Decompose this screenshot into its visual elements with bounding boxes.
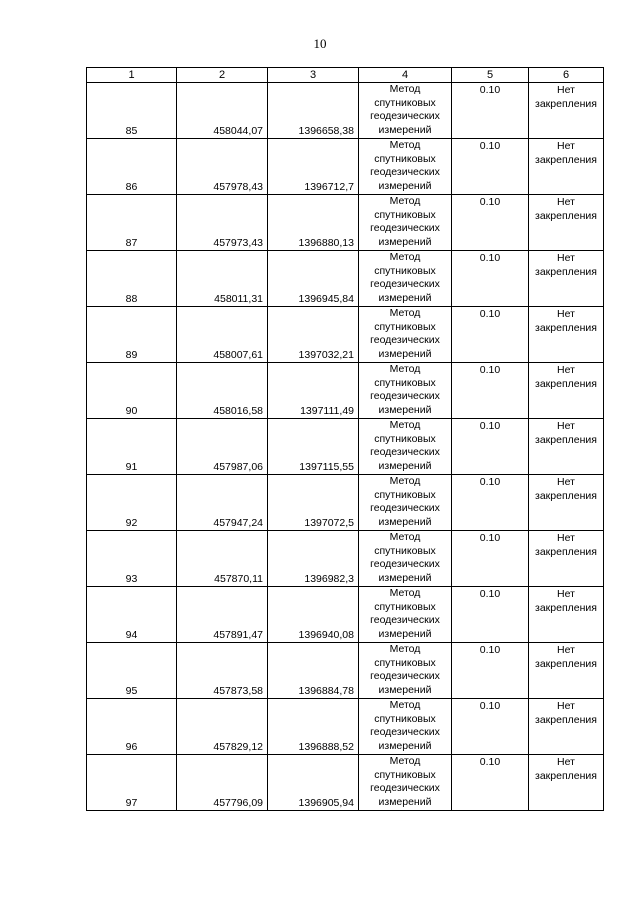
method-text-line: спутниковых — [374, 544, 436, 557]
column-header-3: 3 — [268, 68, 359, 83]
method-text-line: геодезических — [370, 334, 440, 347]
table-row — [87, 755, 604, 811]
fixing-text-line: закрепления — [535, 545, 597, 558]
point-number-cell: 87 — [87, 195, 177, 251]
method-cell — [359, 307, 452, 363]
y-coordinate-cell: 1396712,7 — [268, 139, 359, 195]
method-text-line: спутниковых — [374, 376, 436, 389]
y-coordinate-cell: 1396945,84 — [268, 251, 359, 307]
method-text-line: Метод — [389, 699, 421, 711]
x-coordinate-cell: 458011,31 — [177, 251, 268, 307]
table-row — [87, 531, 604, 587]
fixing-text-line: Нет — [557, 700, 575, 712]
y-coordinate-cell: 1396880,13 — [268, 195, 359, 251]
method-cell — [359, 587, 452, 643]
method-text-line: измерений — [378, 459, 432, 472]
page-number: 10 — [313, 36, 327, 51]
fixing-text-line: закрепления — [535, 657, 597, 670]
method-text-line: спутниковых — [374, 768, 436, 781]
fixing-text-line: Нет — [557, 140, 575, 152]
fixing-cell — [529, 531, 604, 587]
fixing-text-line: Нет — [557, 196, 575, 208]
x-coordinate-cell: 457947,24 — [177, 475, 268, 531]
point-number-cell: 86 — [87, 139, 177, 195]
method-text-line: измерений — [378, 403, 432, 416]
method-text-line: спутниковых — [374, 264, 436, 277]
fixing-cell — [529, 587, 604, 643]
method-cell — [359, 251, 452, 307]
fixing-text-line: Нет — [557, 420, 575, 432]
column-header-1: 1 — [87, 68, 177, 83]
method-cell — [359, 195, 452, 251]
method-text-line: геодезических — [370, 782, 440, 795]
method-text-line: Метод — [389, 195, 421, 207]
y-coordinate-cell: 1396658,38 — [268, 83, 359, 139]
y-coordinate-cell: 1396884,78 — [268, 643, 359, 699]
method-text-line: геодезических — [370, 614, 440, 627]
method-cell — [359, 531, 452, 587]
accuracy-cell: 0.10 — [452, 419, 529, 475]
fixing-text-line: Нет — [557, 756, 575, 768]
table-row — [87, 139, 604, 195]
method-cell — [359, 363, 452, 419]
fixing-text-line: закрепления — [535, 601, 597, 614]
method-text-line: измерений — [378, 179, 432, 192]
table-row — [87, 195, 604, 251]
x-coordinate-cell: 458044,07 — [177, 83, 268, 139]
y-coordinate-cell: 1396982,3 — [268, 531, 359, 587]
x-coordinate-cell: 458016,58 — [177, 363, 268, 419]
accuracy-cell: 0.10 — [452, 531, 529, 587]
x-coordinate-cell: 457873,58 — [177, 643, 268, 699]
point-number-cell: 90 — [87, 363, 177, 419]
x-coordinate-cell: 457796,09 — [177, 755, 268, 811]
method-cell — [359, 643, 452, 699]
method-text-line: Метод — [389, 251, 421, 263]
x-coordinate-cell: 457987,06 — [177, 419, 268, 475]
fixing-text-line: закрепления — [535, 209, 597, 222]
accuracy-cell: 0.10 — [452, 195, 529, 251]
method-text-line: измерений — [378, 683, 432, 696]
method-text-line: геодезических — [370, 670, 440, 683]
fixing-text-line: закрепления — [535, 265, 597, 278]
method-text-line: измерений — [378, 123, 432, 136]
accuracy-cell: 0.10 — [452, 587, 529, 643]
method-text-line: спутниковых — [374, 208, 436, 221]
point-number-cell: 92 — [87, 475, 177, 531]
table-row — [87, 643, 604, 699]
fixing-cell — [529, 83, 604, 139]
fixing-text-line: закрепления — [535, 97, 597, 110]
table-body — [87, 83, 604, 811]
point-number-cell: 97 — [87, 755, 177, 811]
point-number-cell: 93 — [87, 531, 177, 587]
fixing-cell — [529, 251, 604, 307]
y-coordinate-cell: 1397032,21 — [268, 307, 359, 363]
point-number-cell: 94 — [87, 587, 177, 643]
method-text-line: спутниковых — [374, 432, 436, 445]
fixing-text-line: Нет — [557, 644, 575, 656]
x-coordinate-cell: 457870,11 — [177, 531, 268, 587]
point-number-cell: 85 — [87, 83, 177, 139]
method-text-line: измерений — [378, 291, 432, 304]
column-header-6: 6 — [529, 68, 604, 83]
method-text-line: геодезических — [370, 166, 440, 179]
method-text-line: Метод — [389, 307, 421, 319]
accuracy-cell: 0.10 — [452, 139, 529, 195]
x-coordinate-cell: 457829,12 — [177, 699, 268, 755]
method-text-line: спутниковых — [374, 152, 436, 165]
fixing-cell — [529, 755, 604, 811]
method-cell — [359, 419, 452, 475]
method-text-line: измерений — [378, 515, 432, 528]
fixing-text-line: Нет — [557, 532, 575, 544]
fixing-cell — [529, 307, 604, 363]
method-text-line: Метод — [389, 139, 421, 151]
table-row — [87, 363, 604, 419]
table-row — [87, 83, 604, 139]
fixing-text-line: Нет — [557, 588, 575, 600]
fixing-cell — [529, 475, 604, 531]
point-number-cell: 89 — [87, 307, 177, 363]
y-coordinate-cell: 1397072,5 — [268, 475, 359, 531]
accuracy-cell: 0.10 — [452, 643, 529, 699]
method-text-line: измерений — [378, 739, 432, 752]
method-text-line: геодезических — [370, 278, 440, 291]
x-coordinate-cell: 457973,43 — [177, 195, 268, 251]
method-text-line: измерений — [378, 347, 432, 360]
fixing-cell — [529, 139, 604, 195]
method-text-line: Метод — [389, 363, 421, 375]
method-text-line: геодезических — [370, 390, 440, 403]
fixing-text-line: закрепления — [535, 489, 597, 502]
column-header-5: 5 — [452, 68, 529, 83]
x-coordinate-cell: 458007,61 — [177, 307, 268, 363]
method-text-line: геодезических — [370, 502, 440, 515]
point-number-cell: 96 — [87, 699, 177, 755]
y-coordinate-cell: 1396905,94 — [268, 755, 359, 811]
x-coordinate-cell: 457891,47 — [177, 587, 268, 643]
fixing-text-line: Нет — [557, 252, 575, 264]
table-row — [87, 419, 604, 475]
method-text-line: измерений — [378, 795, 432, 808]
method-text-line: спутниковых — [374, 712, 436, 725]
fixing-text-line: Нет — [557, 364, 575, 376]
fixing-text-line: закрепления — [535, 153, 597, 166]
y-coordinate-cell: 1397115,55 — [268, 419, 359, 475]
method-cell — [359, 699, 452, 755]
accuracy-cell: 0.10 — [452, 363, 529, 419]
accuracy-cell: 0.10 — [452, 475, 529, 531]
fixing-text-line: Нет — [557, 84, 575, 96]
table-row — [87, 307, 604, 363]
accuracy-cell: 0.10 — [452, 83, 529, 139]
method-text-line: Метод — [389, 643, 421, 655]
method-text-line: спутниковых — [374, 600, 436, 613]
method-text-line: Метод — [389, 531, 421, 543]
method-text-line: геодезических — [370, 726, 440, 739]
table-row — [87, 251, 604, 307]
method-text-line: Метод — [389, 755, 421, 767]
x-coordinate-cell: 457978,43 — [177, 139, 268, 195]
table-row — [87, 475, 604, 531]
fixing-cell — [529, 195, 604, 251]
method-text-line: спутниковых — [374, 320, 436, 333]
fixing-text-line: закрепления — [535, 321, 597, 334]
method-text-line: геодезических — [370, 446, 440, 459]
method-text-line: спутниковых — [374, 96, 436, 109]
method-text-line: измерений — [378, 235, 432, 248]
method-text-line: Метод — [389, 419, 421, 431]
fixing-text-line: Нет — [557, 308, 575, 320]
method-text-line: геодезических — [370, 222, 440, 235]
fixing-cell — [529, 419, 604, 475]
accuracy-cell: 0.10 — [452, 699, 529, 755]
fixing-cell — [529, 363, 604, 419]
method-cell — [359, 83, 452, 139]
y-coordinate-cell: 1396888,52 — [268, 699, 359, 755]
method-text-line: спутниковых — [374, 488, 436, 501]
fixing-text-line: закрепления — [535, 769, 597, 782]
fixing-text-line: закрепления — [535, 377, 597, 390]
method-text-line: Метод — [389, 475, 421, 487]
y-coordinate-cell: 1397111,49 — [268, 363, 359, 419]
fixing-text-line: закрепления — [535, 433, 597, 446]
column-header-4: 4 — [359, 68, 452, 83]
fixing-cell — [529, 699, 604, 755]
method-text-line: Метод — [389, 83, 421, 95]
method-text-line: Метод — [389, 587, 421, 599]
accuracy-cell: 0.10 — [452, 307, 529, 363]
method-text-line: геодезических — [370, 558, 440, 571]
method-cell — [359, 475, 452, 531]
accuracy-cell: 0.10 — [452, 755, 529, 811]
method-cell — [359, 755, 452, 811]
y-coordinate-cell: 1396940,08 — [268, 587, 359, 643]
accuracy-cell: 0.10 — [452, 251, 529, 307]
fixing-cell — [529, 643, 604, 699]
method-cell — [359, 139, 452, 195]
method-text-line: геодезических — [370, 110, 440, 123]
fixing-text-line: Нет — [557, 476, 575, 488]
table-header-row — [87, 68, 604, 83]
method-text-line: измерений — [378, 627, 432, 640]
point-number-cell: 95 — [87, 643, 177, 699]
method-text-line: спутниковых — [374, 656, 436, 669]
method-text-line: измерений — [378, 571, 432, 584]
coordinates-table — [86, 67, 604, 811]
column-header-2: 2 — [177, 68, 268, 83]
point-number-cell: 91 — [87, 419, 177, 475]
fixing-text-line: закрепления — [535, 713, 597, 726]
table-row — [87, 587, 604, 643]
table-row — [87, 699, 604, 755]
point-number-cell: 88 — [87, 251, 177, 307]
